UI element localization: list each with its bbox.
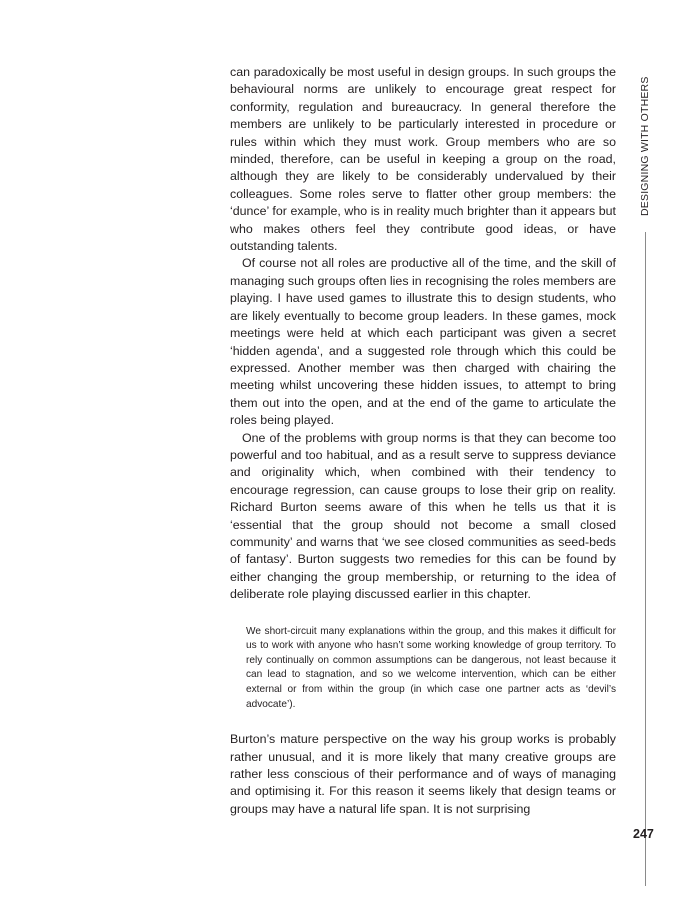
block-quote: We short-circuit many explanations within the group, and this makes it difficult for us to work with anyone who hasn’t some working knowledge of group territory. To rely continually on common assumptions can be dangerous, not least because it can lead to stagnation, and so we welcome intervention, which can be either external or from within the group (in which case one partner acts as ‘devil’s advocate’). <box>246 625 616 710</box>
paragraph-1: can paradoxically be most useful in design groups. In such groups the behavioural norms are unlikely to encourage great respect for conformity, regulation and bureaucracy. In general therefore the members are unlikely to be particularly interested in procedure or rules within which they must work. Group members who are so minded, therefore, can be useful in keeping a group on the road, although they are likely to be considerably undervalued by their colleagues. Some roles serve to flatter other group members: the ‘dunce’ for example, who is in reality much brighter than it appears but who makes others feel they contribute good ideas, or have outstanding talents. <box>230 65 616 254</box>
body-text-column <box>230 64 616 818</box>
paragraph-2: Of course not all roles are productive all of the time, and the skill of managing such groups often lies in recognising the roles members are playing. I have used games to illustrate this to design students, who are likely eventually to become group leaders. In these games, mock meetings were held at which each participant was given a secret ‘hidden agenda’, and a suggested role through which this could be expressed. Another member was then charged with chairing the meeting whilst uncovering these hidden issues, to attempt to bring them out into the open, and at the end of the game to articulate the roles being played. <box>230 256 616 428</box>
closing-paragraph: Burton’s mature perspective on the way his group works is probably rather unusual, and it is more likely that many creative groups are rather less conscious of their performance and of ways of managing and optimising it. For this reason it seems likely that design teams or groups may have a natural life span. It is not surprising <box>230 732 616 816</box>
running-header <box>637 66 653 816</box>
section-title: DESIGNING WITH OTHERS <box>639 76 651 216</box>
paragraph-3: One of the problems with group norms is that they can become too powerful and too habitual, and as a result serve to suppress deviance and originality which, when combined with their tendency to encourage regression, can cause groups to lose their grip on reality. Richard Burton seems aware of this when he tells us that it is ‘essential that the group should not become a small closed community’ and warns that ‘we see closed communities as seed-beds of fantasy’. Burton suggests two remedies for this can be found by either changing the group membership, or returning to the idea of deliberate role playing discussed earlier in this chapter. <box>230 430 616 602</box>
page-number: 247 <box>633 827 654 841</box>
vertical-rule <box>645 232 646 886</box>
